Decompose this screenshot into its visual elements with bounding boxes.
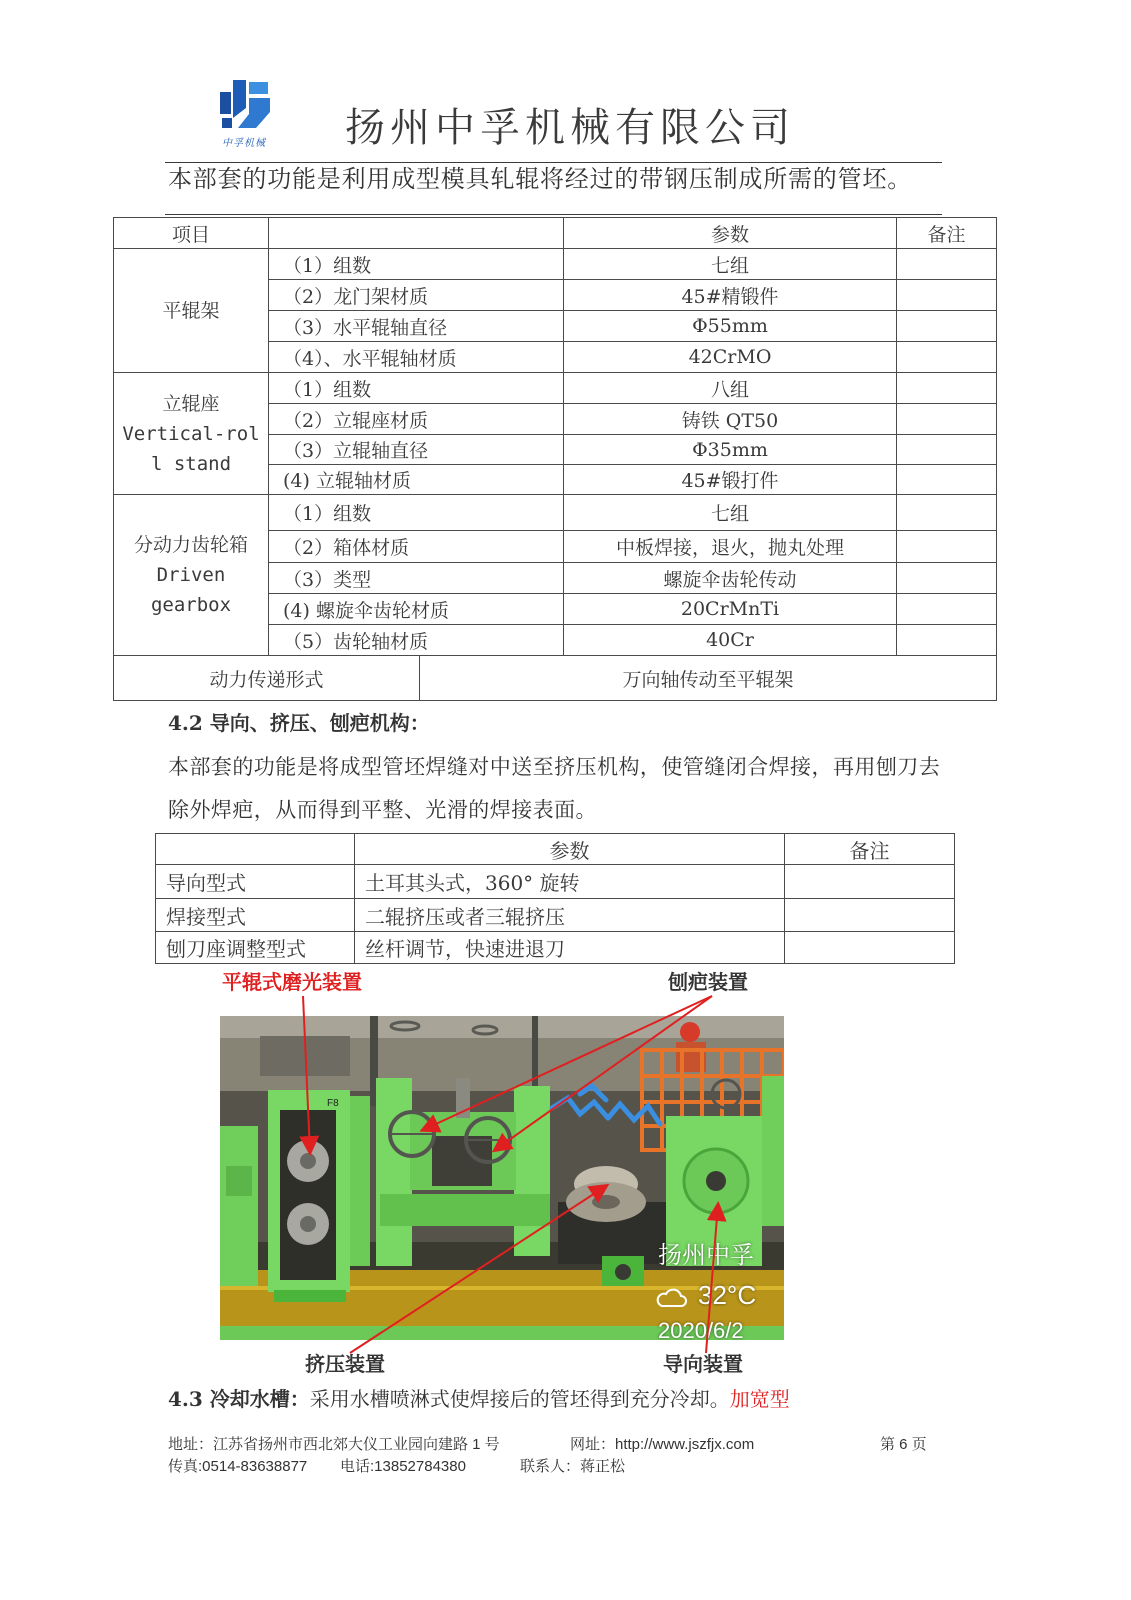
item-note: [785, 932, 955, 964]
group-label-line: gearbox: [150, 594, 232, 616]
label-deburring-device: 刨疤装置: [668, 972, 748, 994]
item-name: 焊接型式: [156, 899, 355, 932]
item-name: （1）组数: [269, 373, 564, 404]
section-paragraph-4-2: 本部套的功能是将成型管坯焊缝对中送至挤压机构，使管缝闭合焊接，再用刨刀去除外焊疤，从而得到平整、光滑的焊接表面。: [168, 755, 941, 822]
group-label-line: 分动力齿轮箱: [133, 534, 248, 556]
header-note: 备注: [785, 834, 955, 865]
group-label-driven-gearbox: [114, 495, 269, 656]
watermark-brand: 扬州中孚: [658, 1242, 754, 1269]
item-note: [897, 280, 997, 311]
transmission-label: 动力传递形式: [114, 656, 420, 701]
item-note: [897, 249, 997, 280]
item-note: [897, 495, 997, 531]
transmission-value: 万向轴传动至平辊架: [420, 656, 997, 701]
section-heading-4-3: 4.3 冷却水槽：: [168, 1387, 310, 1411]
group-label-line: Vertical-rol: [122, 422, 260, 445]
page-number: 第 6 页: [880, 1436, 927, 1453]
table-row: [156, 899, 955, 932]
item-value: 铸铁 QT50: [564, 404, 897, 435]
item-value: 20CrMnTi: [564, 594, 897, 625]
item-note: [785, 865, 955, 899]
table-footer-row: [114, 656, 997, 701]
header-blank: [156, 834, 355, 865]
item-note: [897, 531, 997, 563]
table-row: [114, 249, 997, 280]
forming-spec-table: [113, 217, 997, 701]
table-row: [156, 932, 955, 964]
machine-photo: [220, 1016, 784, 1340]
item-value: Φ35mm: [564, 435, 897, 465]
item-value: 二辊挤压或者三辊挤压: [355, 899, 785, 932]
table-header-row: [156, 834, 955, 865]
item-note: [897, 465, 997, 495]
intro-divider: [165, 214, 942, 215]
item-name: （3）立辊轴直径: [269, 435, 564, 465]
item-value: 七组: [564, 495, 897, 531]
section-4-3: [168, 1385, 790, 1413]
group-label-flat-roll-stand: [114, 249, 269, 373]
item-note: [785, 899, 955, 932]
item-name: （1）组数: [269, 495, 564, 531]
item-name: （2）箱体材质: [269, 531, 564, 563]
cloud-icon: [654, 1286, 688, 1310]
item-name: （2）立辊座材质: [269, 404, 564, 435]
item-name: （4）、水平辊轴材质: [269, 342, 564, 373]
label-squeeze-device: 挤压装置: [305, 1354, 385, 1376]
logo-text: 中孚机械: [222, 138, 266, 149]
table-row: [114, 373, 997, 404]
item-value: 45#锻打件: [564, 465, 897, 495]
item-value: 40Cr: [564, 625, 897, 656]
label-guide-device: 导向装置: [663, 1354, 743, 1376]
item-value: 45#精锻件: [564, 280, 897, 311]
table-header-row: [114, 218, 997, 249]
label-polishing-device: 平辊式磨光装置: [222, 972, 362, 994]
item-note: [897, 404, 997, 435]
header-note: 备注: [897, 218, 997, 249]
footer-website[interactable]: 网址：http://www.jszfjx.com: [570, 1436, 755, 1453]
item-name: （3）类型: [269, 563, 564, 594]
footer-fax: 传真:0514-83638877: [168, 1458, 308, 1475]
item-value: 土耳其头式，360° 旋转: [355, 865, 785, 899]
item-value: 42CrMO: [564, 342, 897, 373]
group-label-line: Driven: [156, 564, 226, 586]
logo-mark-icon: [218, 78, 278, 134]
item-name: （3）水平辊轴直径: [269, 311, 564, 342]
item-value: Φ55mm: [564, 311, 897, 342]
group-label-line: l stand: [150, 452, 232, 475]
header-param: 参数: [564, 218, 897, 249]
table-row: [156, 865, 955, 899]
watermark-date: 2020/6/2: [658, 1318, 744, 1340]
item-note: [897, 373, 997, 404]
footer-phone: 电话:13852784380: [340, 1458, 466, 1475]
item-note: [897, 435, 997, 465]
item-name: （2）龙门架材质: [269, 280, 564, 311]
company-logo: [218, 78, 282, 150]
footer-contact: 联系人：蒋正松: [520, 1458, 626, 1475]
item-note: [897, 311, 997, 342]
item-value: 八组: [564, 373, 897, 404]
section-text-4-3: 采用水槽喷淋式使焊接后的管坯得到充分冷却。: [309, 1387, 730, 1411]
header-blank: [269, 218, 564, 249]
item-note: [897, 563, 997, 594]
header-param: 参数: [355, 834, 785, 865]
item-note: [897, 594, 997, 625]
company-name: 扬州中孚机械有限公司: [345, 105, 795, 151]
item-value: 七组: [564, 249, 897, 280]
watermark-temperature: 32°C: [698, 1280, 757, 1310]
footer-address: 地址：江苏省扬州市西北郊大仪工业园向建路 1 号: [168, 1436, 500, 1453]
group-label-line: 立辊座: [162, 392, 220, 415]
item-name: 导向型式: [156, 865, 355, 899]
section-highlight-4-3: 加宽型: [729, 1387, 790, 1411]
item-value: 丝杆调节，快速进退刀: [355, 932, 785, 964]
item-name: （5）齿轮轴材质: [269, 625, 564, 656]
group-label-vertical-roll-stand: [114, 373, 269, 495]
stand-tag: F8: [327, 1098, 339, 1109]
item-note: [897, 342, 997, 373]
group-label-line: 平辊架: [162, 299, 220, 322]
section-heading-4-2: 4.2 导向、挤压、刨疤机构：: [168, 711, 430, 735]
item-name: （1）组数: [269, 249, 564, 280]
table-row: [114, 495, 997, 531]
guide-squeeze-spec-table: [155, 833, 955, 964]
intro-text: 本部套的功能是利用成型模具轧辊将经过的带钢压制成所需的管坯。: [168, 165, 912, 193]
item-name: 刨刀座调整型式: [156, 932, 355, 964]
item-value: 中板焊接，退火，抛丸处理: [564, 531, 897, 563]
header-item: 项目: [114, 218, 269, 249]
item-name: (4) 螺旋伞齿轮材质: [269, 594, 564, 625]
item-name: (4) 立辊轴材质: [269, 465, 564, 495]
item-note: [897, 625, 997, 656]
item-value: 螺旋伞齿轮传动: [564, 563, 897, 594]
